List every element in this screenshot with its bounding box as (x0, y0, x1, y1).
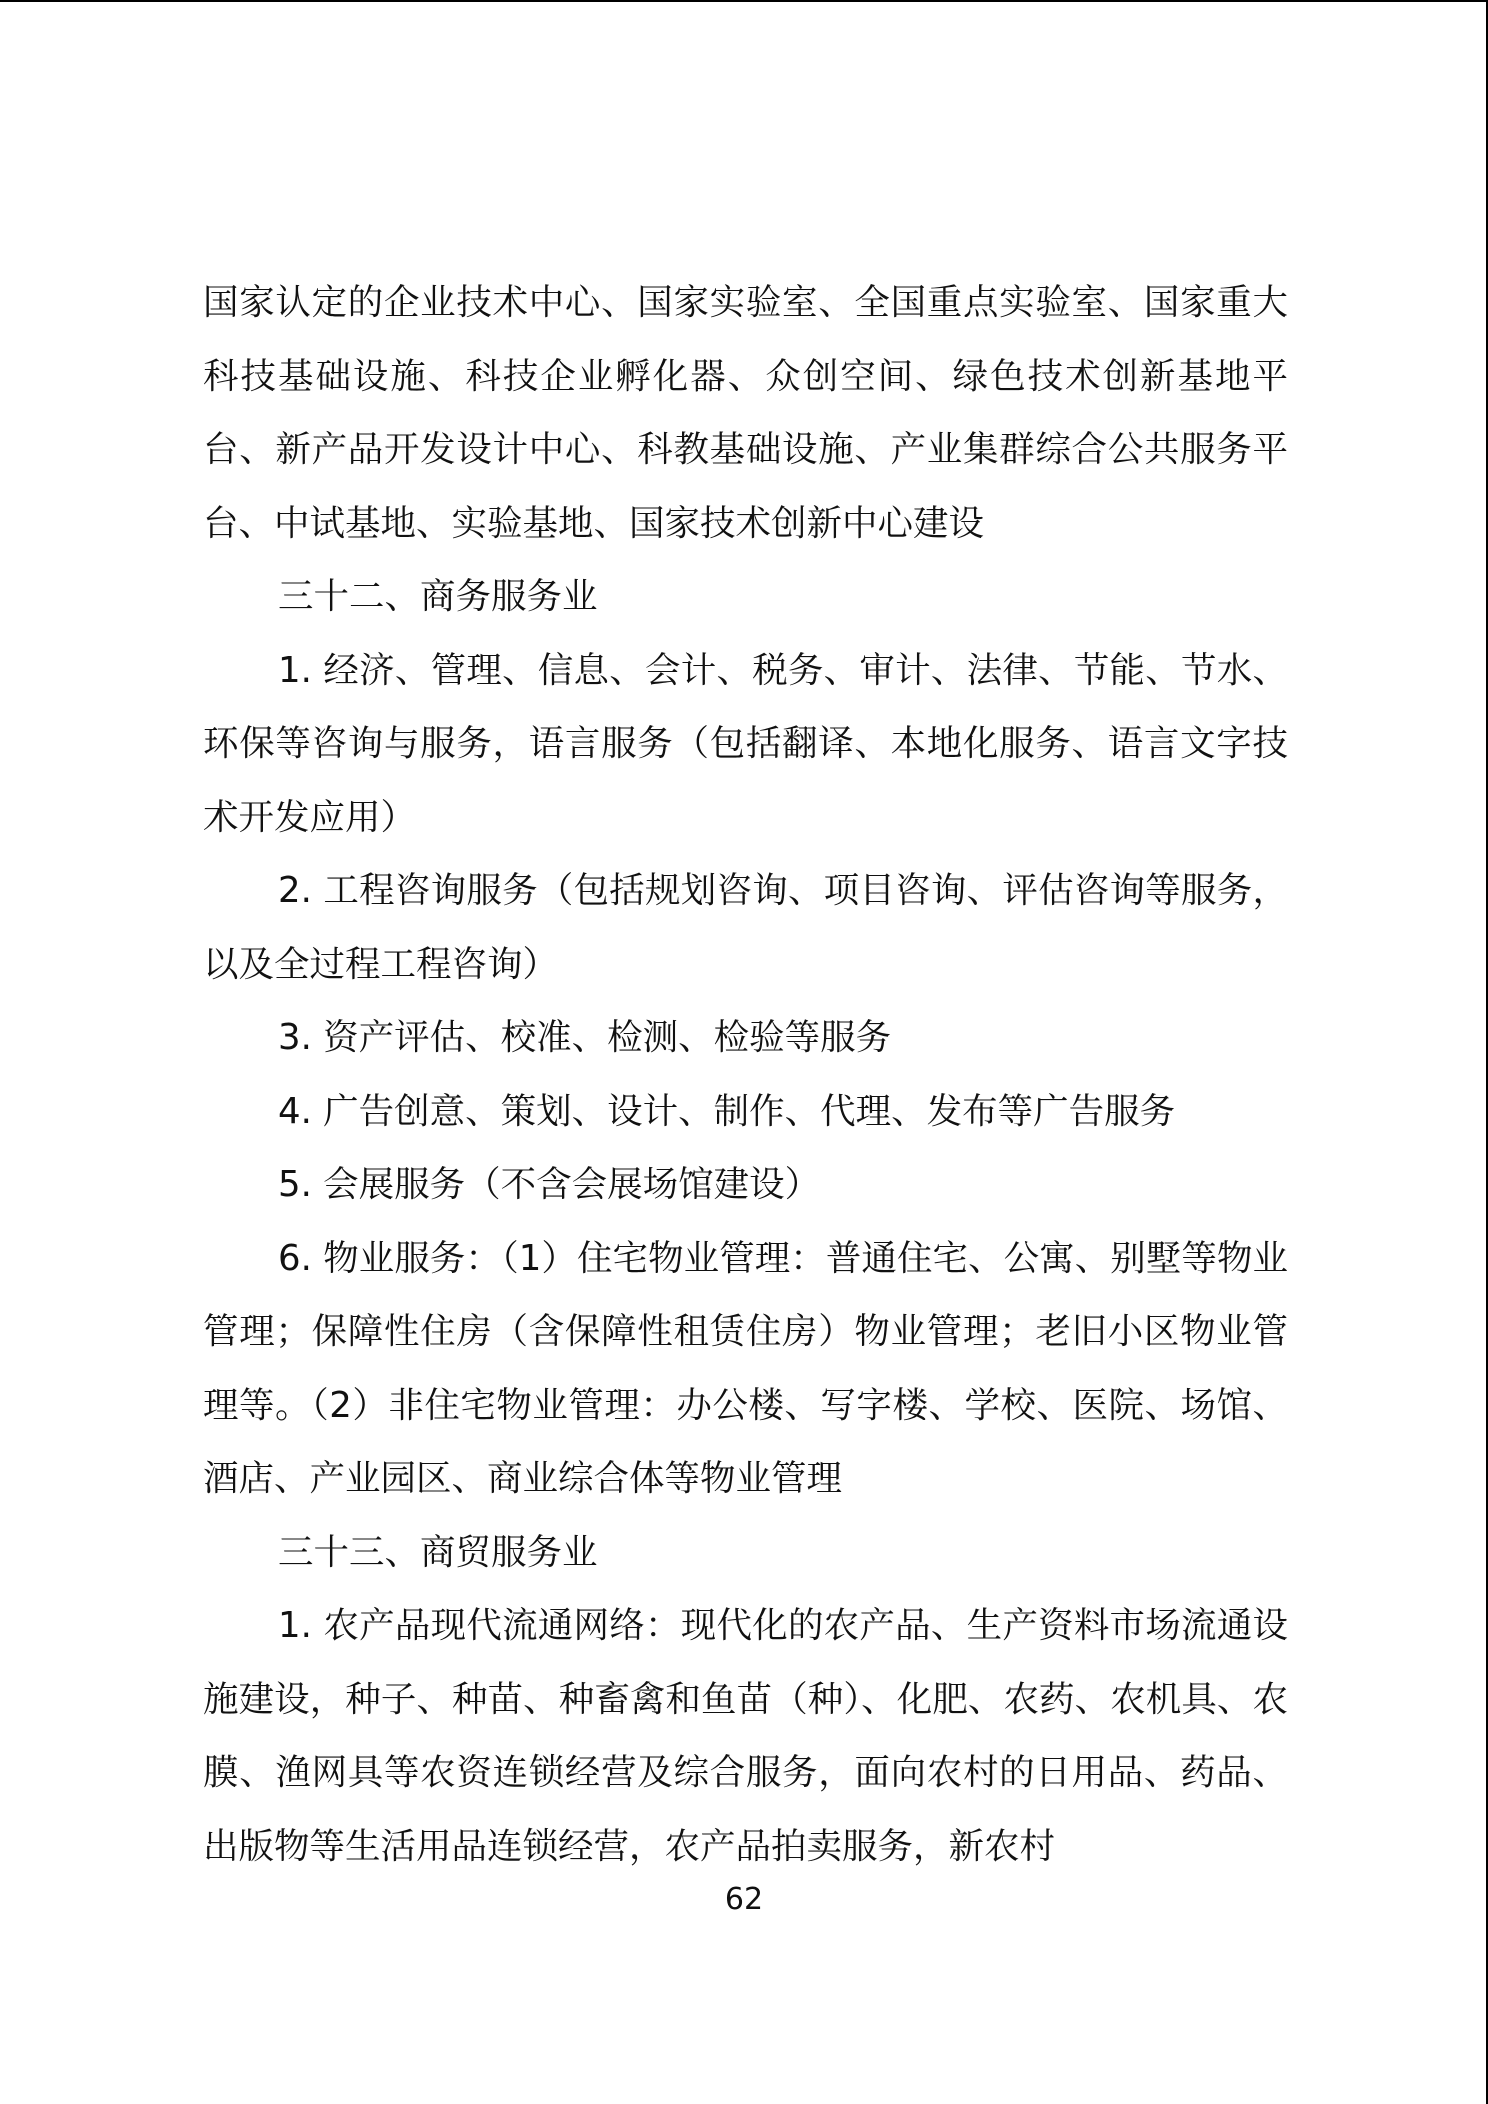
section-heading-32: 三十二、商务服务业 (278, 576, 598, 617)
list-item-6: 6. 物业服务：（1）住宅物业管理：普通住宅、公寓、别墅等物业管理；保障性住房（含保障性租赁住房）物业管理；老旧小区物业管理等。（2）非住宅物业管理：办公楼、写字楼、学校、医院、场馆、酒店、产业园区、商业综合体等物业管理 (203, 1237, 1288, 1499)
list-item-1-trade: 1. 农产品现代流通网络：现代化的农产品、生产资料市场流通设施建设，种子、种苗、种畜禽和鱼苗（种）、化肥、农药、农机具、农膜、渔网具等农资连锁经营及综合服务，面向农村的日用品、药品、出版物等生活用品连锁经营，农产品拍卖服务，新农村 (203, 1605, 1288, 1867)
list-item-4: 4. 广告创意、策划、设计、制作、代理、发布等广告服务 (278, 1090, 1176, 1132)
document-body (203, 266, 1288, 1883)
list-item-5: 5. 会展服务（不含会展场馆建设） (278, 1164, 821, 1205)
paragraph-continuation: 国家认定的企业技术中心、国家实验室、全国重点实验室、国家重大科技基础设施、科技企业孵化器、众创空间、绿色技术创新基地平台、新产品开发设计中心、科教基础设施、产业集群综合公共服务平台、中试基地、实验基地、国家技术创新中心建设 (203, 282, 1288, 544)
list-item-1: 1. 经济、管理、信息、会计、税务、审计、法律、节能、节水、环保等咨询与服务，语言服务（包括翻译、本地化服务、语言文字技术开发应用） (203, 649, 1288, 838)
page-number: 62 (724, 1882, 764, 1917)
list-item-2: 2. 工程咨询服务（包括规划咨询、项目咨询、评估咨询等服务，以及全过程工程咨询） (203, 870, 1288, 985)
list-item-3: 3. 资产评估、校准、检测、检验等服务 (278, 1017, 892, 1058)
section-heading-33: 三十三、商贸服务业 (278, 1531, 598, 1573)
